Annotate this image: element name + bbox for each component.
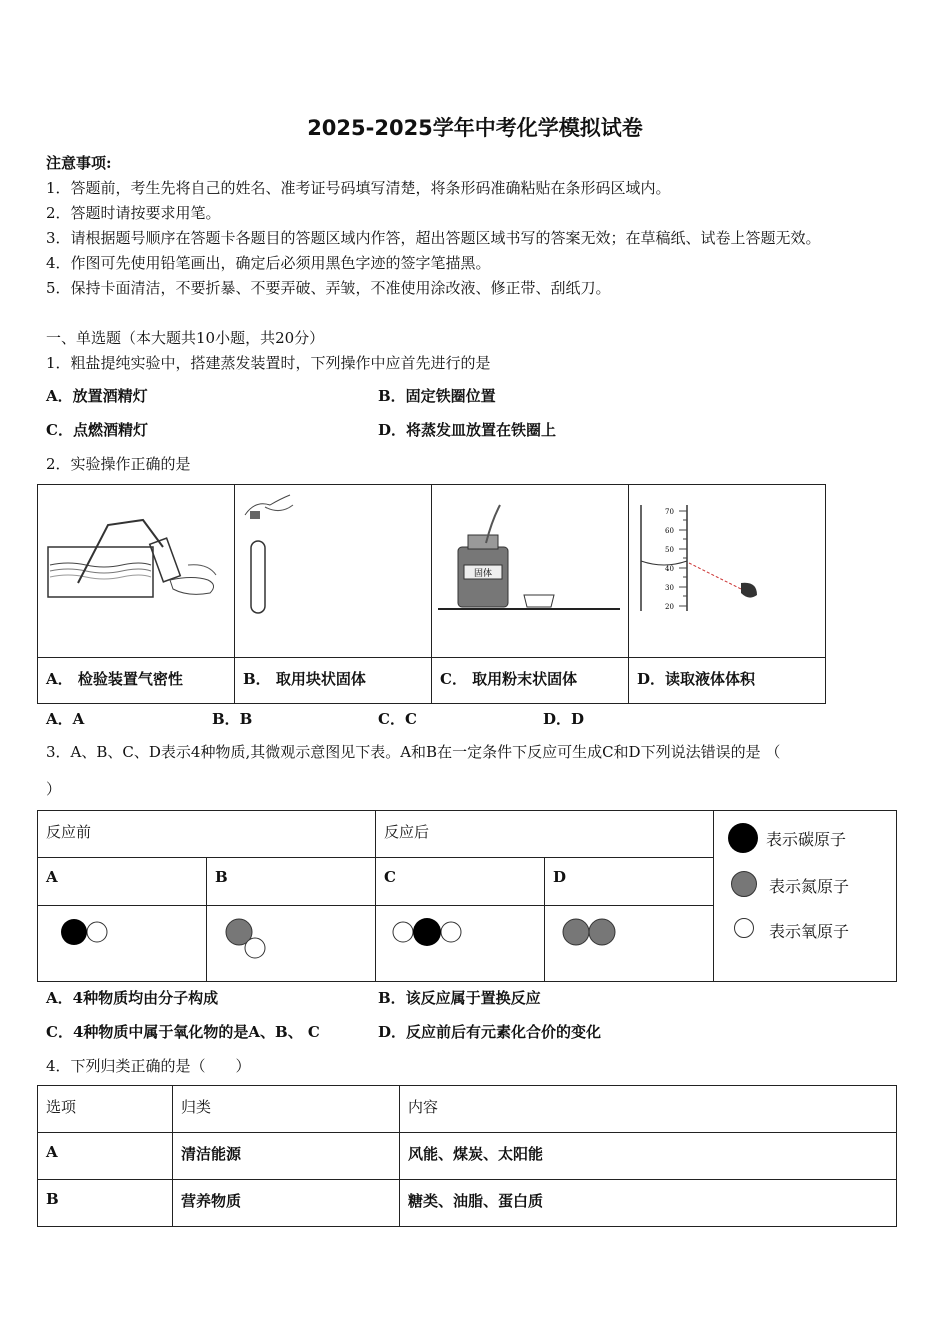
q2-caption-d: D．读取液体体积 — [629, 658, 826, 704]
question-3-stem: 3．A、B、C、D表示4种物质,其微观示意图见下表。A和B在一定条件下反应可生成C和D下列说法错误的是 （ — [46, 743, 781, 761]
q3-option-a: A．4种物质均由分子构成 — [46, 989, 219, 1007]
q3-label-c: C — [376, 858, 545, 905]
page-title: 2025-2025学年中考化学模拟试卷 — [307, 116, 643, 140]
q2-option-c: C．C — [378, 710, 417, 728]
q3-molecule-c — [376, 905, 545, 981]
q3-label-b: B — [207, 858, 376, 905]
n2-molecule — [545, 906, 713, 980]
graduated-cylinder-illustration — [629, 485, 825, 657]
no-molecule — [207, 906, 375, 980]
q3-option-d: D．反应前后有元素化合价的变化 — [378, 1023, 602, 1041]
q2-option-b: B．B — [212, 710, 253, 728]
q3-before-header: 反应前 — [38, 811, 376, 858]
notice-item: 4．作图可先使用铅笔画出，确定后必须用黑色字迹的签字笔描黑。 — [46, 254, 491, 272]
cylinder-tick: 20 — [665, 603, 674, 611]
carbon-atom-legend-icon — [728, 823, 758, 853]
co2-molecule — [376, 906, 544, 980]
q2-option-a: A．A — [46, 710, 85, 728]
q4-header-option: 选项 — [38, 1086, 173, 1133]
legend-carbon: 表示碳原子 — [766, 830, 847, 849]
q2-option-d: D．D — [543, 710, 585, 728]
legend-oxygen: 表示氧原子 — [769, 922, 850, 941]
cylinder-tick: 50 — [665, 546, 674, 554]
q3-option-b: B．该反应属于置换反应 — [378, 989, 541, 1007]
cylinder-tick: 70 — [665, 508, 674, 516]
q2-figure-a — [38, 485, 235, 658]
cylinder-tick: 60 — [665, 527, 674, 535]
powder-solid-illustration — [432, 485, 628, 657]
solid-block-illustration — [235, 485, 431, 657]
q2-caption-a: A． 检验装置气密性 — [38, 658, 235, 704]
q4-row-a-option: A — [38, 1133, 173, 1180]
q2-caption-c: C． 取用粉末状固体 — [432, 658, 629, 704]
notice-heading: 注意事项: — [46, 154, 112, 172]
q4-row-a-category: 清洁能源 — [173, 1133, 400, 1180]
q4-row-b-option: B — [38, 1180, 173, 1227]
q4-header-category: 归类 — [173, 1086, 400, 1133]
q2-caption-b: B． 取用块状固体 — [235, 658, 432, 704]
question-2-stem: 2．实验操作正确的是 — [46, 455, 191, 473]
cylinder-tick: 30 — [665, 584, 674, 592]
q1-option-c: C．点燃酒精灯 — [46, 421, 148, 439]
q2-figure-d — [629, 485, 826, 658]
cylinder-tick: 40 — [665, 565, 674, 573]
q3-molecule-a — [38, 905, 207, 981]
airtight-check-illustration — [38, 485, 234, 657]
notice-item: 5．保持卡面清洁，不要折暴、不要弄破、弄皱，不准使用涂改液、修正带、刮纸刀。 — [46, 279, 611, 297]
q2-figure-table — [37, 484, 826, 704]
oxygen-atom-legend-icon — [734, 918, 754, 938]
bottle-label: 固体 — [473, 569, 493, 579]
question-4-stem: 4．下列归类正确的是（ ） — [46, 1057, 251, 1075]
notice-item: 2．答题时请按要求用笔。 — [46, 204, 221, 222]
notice-item: 1．答题前，考生先将自己的姓名、准考证号码填写清楚，将条形码准确粘贴在条形码区域内。 — [46, 179, 671, 197]
q3-label-a: A — [38, 858, 207, 905]
q4-table — [37, 1085, 897, 1227]
question-1-stem: 1．粗盐提纯实验中，搭建蒸发装置时，下列操作中应首先进行的是 — [46, 354, 491, 372]
q4-row-b-category: 营养物质 — [173, 1180, 400, 1227]
q3-molecule-table — [37, 810, 897, 982]
q3-molecule-d — [545, 905, 714, 981]
question-3-stem-end: ） — [46, 780, 62, 798]
q2-figure-b — [235, 485, 432, 658]
legend-nitrogen: 表示氮原子 — [769, 877, 850, 896]
nitrogen-atom-legend-icon — [731, 871, 757, 897]
q4-row-a-content: 风能、煤炭、太阳能 — [400, 1133, 897, 1180]
q2-figure-c — [432, 485, 629, 658]
q1-option-b: B．固定铁圈位置 — [378, 387, 496, 405]
q3-option-c: C．4种物质中属于氧化物的是A、B、 C — [46, 1023, 320, 1041]
q3-label-d: D — [545, 858, 714, 905]
q3-legend — [714, 811, 897, 982]
q4-row-b-content: 糖类、油脂、蛋白质 — [400, 1180, 897, 1227]
notice-item: 3．请根据题号顺序在答题卡各题目的答题区域内作答，超出答题区域书写的答案无效；在草稿纸、试卷上答题无效。 — [46, 229, 821, 247]
q3-after-header: 反应后 — [376, 811, 714, 858]
q4-header-content: 内容 — [400, 1086, 897, 1133]
q1-option-a: A．放置酒精灯 — [46, 387, 148, 405]
q1-option-d: D．将蒸发皿放置在铁圈上 — [378, 421, 557, 439]
co-molecule — [38, 906, 206, 980]
section-heading: 一、单选题（本大题共10小题，共20分） — [46, 329, 325, 347]
q3-molecule-b — [207, 905, 376, 981]
